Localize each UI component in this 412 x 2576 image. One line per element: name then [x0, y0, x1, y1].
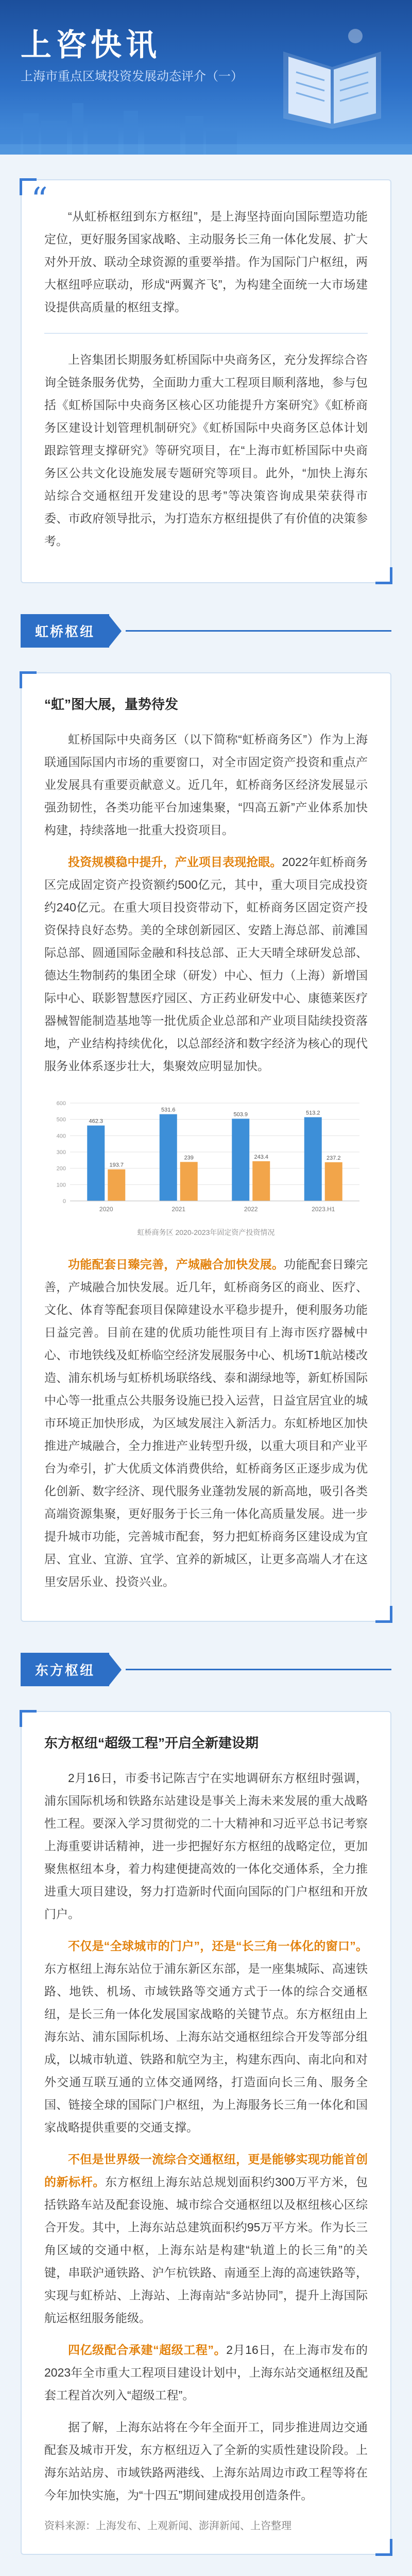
- highlight-text: 四亿级配合承建“超级工程”。: [68, 2343, 227, 2357]
- y-tick-label: 600: [56, 1100, 66, 1107]
- investment-chart: [44, 1088, 368, 1238]
- bar: [252, 1161, 270, 1201]
- data-label: 243.4: [254, 1154, 269, 1160]
- data-label: 513.2: [305, 1110, 320, 1116]
- article-paragraph-highlighted: [44, 2148, 368, 2329]
- highlight-text: 功能配套日臻完善，产城融合加快发展。: [68, 1258, 284, 1271]
- x-tick-label: 2022: [244, 1206, 258, 1213]
- bar: [232, 1118, 249, 1201]
- bar: [325, 1162, 342, 1201]
- book-icon: [273, 21, 391, 134]
- banner: [0, 0, 412, 155]
- bar: [180, 1162, 198, 1201]
- bar: [87, 1126, 105, 1201]
- data-label: 237.2: [326, 1155, 341, 1161]
- intro-paragraph: “从虹桥枢纽到东方枢纽”，是上海坚持面向国际塑造功能定位，更好服务国家战略、主动服务长三角一体化发展、扩大对外开放、联动全球资源的重要举措。作为国际门户枢纽，两大枢纽呼应联动，形成“两翼齐飞”，为构建全面统一大市场建设提供高质量的枢纽支撑。: [44, 210, 368, 314]
- tab-arrow: [109, 1654, 122, 1685]
- paragraph-text: 东方枢纽上海东站位于浦东新区东部，是一座集城际、高速铁路、地铁、机场、市域铁路等交通方式于一体的综合交通枢纽，是长三角一体化发展国家战略的关键节点。东方枢纽由上海东站、浦东国际机场、上海东站交通枢纽综合开发等部分组成，以城市轨道、铁路和航空为主，构建东西向、南北向和对外交通互联互通的立体交通网络，打造面向长三角、服务全国、链接全球的国际门户枢纽，为上海服务长三角一体化和国家战略提供重要的交通支撑。: [44, 1962, 368, 2134]
- highlight-text: 不但是世界级一流综合交通枢纽，更是能够实现功能首创的新标杆。: [44, 2153, 368, 2189]
- x-tick-label: 2023.H1: [312, 1206, 335, 1213]
- divider: [44, 333, 368, 334]
- paragraph-text: 2月16日，在上海市发布的2023年全市重大工程项目建设计划中，上海东站交通枢纽及配套工程首次列入“超级工程”。: [44, 2343, 368, 2402]
- y-tick-label: 500: [56, 1116, 66, 1123]
- section-tab: 东方枢纽: [21, 1653, 109, 1686]
- section-tab: 虹桥枢纽: [21, 614, 109, 648]
- y-tick-label: 0: [62, 1198, 66, 1205]
- section-header-dongfang: [21, 1653, 391, 1686]
- tab-arrow: [109, 616, 122, 647]
- article-hongqiao: [21, 672, 391, 1622]
- article-paragraph-highlighted: [44, 1935, 368, 2139]
- paragraph-text: 东方枢纽上海东站总规划面积约300万平方米，包括铁路车站及配套设施、城市综合交通枢纽以及枢纽核心区综合开发。其中，上海东站总建筑面积约95万平方米。作为长三角区域的交通中枢，上海东站是构建“轨道上的长三角”的关键，串联沪通铁路、沪乍杭铁路、南通至上海的高速铁路等，实现与虹桥站、上海站、上海南站“多站协同”，提升上海国际航运枢纽服务能级。: [44, 2175, 368, 2325]
- x-tick-label: 2021: [171, 1206, 186, 1213]
- bar-chart: [44, 1088, 370, 1222]
- data-label: 193.7: [109, 1162, 124, 1168]
- quote-icon: “: [31, 181, 48, 219]
- banner-subtitle: 上海市重点区域投资发展动态评介（一）: [21, 70, 243, 83]
- section-header-hongqiao: [21, 614, 391, 648]
- section-line: [126, 1669, 391, 1670]
- paragraph-text: 2022年虹桥商务区完成固定资产投资额约500亿元，其中，重大项目完成投资约240亿元。在重大项目投资带动下，虹桥商务区固定资产投资保持良好态势。美的全球创新园区、安踏上海总部、前滩国际总部、圆通国际金融和科技总部、正大天晴全球研发总部、德达生物制药的集团全球（研发）中心、恒力（上海）新增国际中心、联影智慧医疗园区、方正药业研发中心、康德莱医疗器械智能制造基地等一批优质企业总部和产业项目陆续投资落地，产业结构持续优化，以总部经济和数字经济为核心的现代服务业体系逐步壮大，集聚效应明显加快。: [44, 855, 368, 1073]
- source-note: 资料来源：上海发布、上观新闻、澎湃新闻、上咨整理: [44, 2520, 291, 2532]
- bar: [160, 1114, 177, 1201]
- article-title: 东方枢纽“超级工程”开启全新建设期: [44, 1735, 259, 1751]
- article-paragraph-highlighted: [44, 2338, 368, 2406]
- article-paragraph: 虹桥国际中央商务区（以下简称“虹桥商务区”）作为上海联通国际国内市场的重要窗口，对全市固定资产投资和重点产业发展具有重要贡献意义。近几年，虹桥商务区经济发展显示强劲韧性，各类功能平台加速集聚，“四高五新”产业体系加快构建，持续落地一批重大投资项目。: [44, 733, 368, 837]
- article-paragraph: 据了解，上海东站将在今年全面开工，同步推进周边交通配套及城市开发，东方枢纽迈入了全新的实质性建设阶段。上海东站站房、市域铁路两港线、上海东站周边市政工程等将在今年加快实施，为“十四五”期间建成投用创造条件。: [44, 2420, 368, 2502]
- paragraph-text: 功能配套日臻完善，产城融合加快发展。近几年，虹桥商务区的商业、医疗、文化、体育等配套项目保障建设水平稳步提升，便利服务功能日益完善。目前在建的优质功能性项目有上海市医疗器械中心、市地铁线及虹桥临空经济发展服务中心、机场T1航站楼改造、浦东机场与虹桥机场联络线、泰和湖绿地等，新虹桥国际中心等一批重点公共服务设施已投入运营，日益宜居宜业的城市环境正加快形成，为区域发展注入新活力。东虹桥地区加快推进产城融合，全力推进产业转型升级，以重大项目和产业平台为牵引，扩大优质文体消费供给，虹桥商务区正逐步成为优化创新、数字经济、现代服务业蓬勃发展的新高地，吸引各类高端资源集聚，更好服务于长三角一体化高质量发展。进一步提升城市功能，完善城市配套，努力把虹桥商务区建设成为宜居、宜业、宜游、宜学、宜养的新城区，让更多高端人才在这里安居乐业、投资兴业。: [44, 1258, 368, 1588]
- intro-panel: [21, 179, 391, 583]
- bottom-spacer: [0, 2555, 412, 2576]
- chart-caption: 虹桥商务区 2020-2023年固定资产投资情况: [137, 1228, 275, 1236]
- article-paragraph: 2月16日，市委书记陈吉宁在实地调研东方枢纽时强调，浦东国际机场和铁路东站建设是事关上海未来发展的重大战略性工程。要深入学习贯彻党的二十大精神和习近平总书记考察上海重要讲话精神，进一步把握好东方枢纽的战略定位，更加聚焦枢纽本身，着力构建便捷高效的一体化交通体系，全力推进重大项目建设，努力打造新时代面向国际的门户枢纽和开放门户。: [44, 1771, 368, 1921]
- section-line: [126, 630, 391, 632]
- x-tick-label: 2020: [99, 1206, 113, 1213]
- article-paragraph-highlighted: [44, 851, 368, 1077]
- highlight-text: 不仅是“全球城市的门户”，还是“长三角一体化的窗口”。: [68, 1939, 368, 1953]
- intro-paragraph: 上咨集团长期服务虹桥国际中央商务区，充分发挥综合咨询全链条服务优势，全面助力重大工程项目顺利落地，参与包括《虹桥国际中央商务区核心区功能提升方案研究》《虹桥商务区建设计划管理机制研究》《虹桥国际中央商务区总体计划跟踪管理支撑研究》等研究项目，在“上海市虹桥国际中央商务区公共文化设施发展专题研究等项目。此外，“加快上海东站综合交通枢纽开发建设的思考”等决策咨询成果荣获得市委、市政府领导批示，为打造东方枢纽提供了有价值的决策参考。: [44, 353, 368, 548]
- y-tick-label: 300: [56, 1149, 66, 1156]
- y-tick-label: 400: [56, 1133, 66, 1140]
- data-label: 503.9: [233, 1111, 248, 1118]
- y-tick-label: 100: [56, 1182, 66, 1189]
- highlight-text: 投资规模稳中提升，产业项目表现抢眼。: [68, 855, 282, 869]
- article-title: “虹”图大展，量势待发: [44, 697, 179, 712]
- article-dongfang: [21, 1711, 391, 2555]
- article-paragraph-highlighted: [44, 1253, 368, 1593]
- y-tick-label: 200: [56, 1165, 66, 1172]
- data-label: 239: [184, 1155, 194, 1161]
- bar: [108, 1170, 125, 1201]
- data-label: 462.3: [89, 1118, 104, 1125]
- banner-title: 上咨快讯: [21, 28, 161, 62]
- bar: [304, 1117, 322, 1201]
- data-label: 531.6: [161, 1107, 176, 1113]
